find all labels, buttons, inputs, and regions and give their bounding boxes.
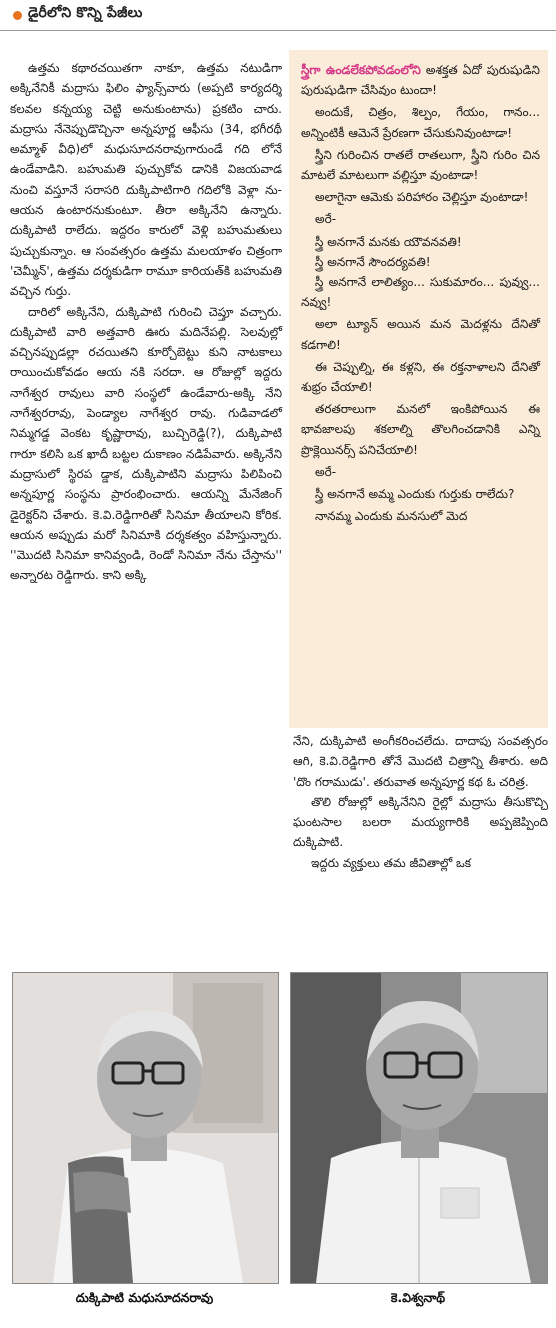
page-header	[0, 0, 556, 40]
right-paragraph-2: తొలి రోజుల్లో అక్కినేనిని రైల్లో మద్రాసు తీసుకొచ్చి ఘంటసాల బలరా మయ్యగారికి అప్పజెప్పింది దుక్కిపాటి.	[293, 794, 548, 850]
caption-right: కె.విశ్వనాథ్	[390, 1290, 446, 1305]
quote-line-4: అలాగైనా ఆమెకు పరిహారం చెల్లిస్తూ వుంటాడా!	[315, 190, 529, 205]
left-paragraph-1: ఉత్తమ కథారచయితగా నాకూ, ఉత్తమ నటుడిగా అక్కినేనికీ మద్రాసు ఫిలిం ఫ్యాన్స్‌వారు (అప్పటి కార్యదర్శి కలవల కన్నయ్య చెట్టి అనుకుంటాను) ప్రకటిం చారు. మద్రాసు నేనెప్పుడొచ్చినా అన్నపూర్ణ ఆఫీసు (34, భగీరథీ అమ్మాళ్ వీధి)లో మధుసూదనరావుగారుండే గది లోనే ఉండేవాడిని. బహుమతి పుచ్చుకోవ డానికి విజయవాడ నుంచి వస్తూనే సరాసరి దుక్కిపాటిగారి గదిలోకి వెళ్లా ను- ఆయన ఉంటారనుకుంటూ. తీరా అక్కినేని ఉన్నారు. దుక్కిపాటి రాలేదు. ఇద్దరం కారులో వెళ్లి బహుమతులు పుచ్చుకున్నాం. ఆ సంవత్సరం ఉత్తమ మలయాళం చిత్రంగా 'చెమ్మీన్', ఉత్తమ దర్శకుడిగా రామూ కారియత్‌కి బహుమతి వచ్చిన గుర్తు.	[10, 61, 282, 299]
quote-lead: స్త్రీగా ఉండలేకపోవడంలోని	[301, 63, 421, 77]
left-column-text	[10, 58, 282, 586]
quote-line-1	[301, 60, 540, 100]
quote-line-2: అందుకే, చిత్రం, శిల్పం, గేయం, గానం... అన్నింటికీ ఆమెనే ప్రేరణగా చేసుకునివుంటాడా!	[301, 105, 540, 140]
photo-viswanath	[290, 972, 548, 1284]
right-column-text	[293, 731, 548, 873]
photo-duggipati	[12, 972, 279, 1284]
quote-line-11: తరతరాలుగా మనలో ఇంకిపోయిన ఈ భావజాలపు శకలాల్ని తొలగించడానికి ఎన్ని ప్రొక్లెయినర్స్ పనిచేయాలి!	[301, 402, 540, 457]
right-paragraph-1: నేని, దుక్కిపాటి అంగీకరించలేదు. దాదాపు సంవత్సరం ఆగి, కె.వి.రెడ్డిగారి తోనే మొదటి చిత్రాన్ని తీశారు. అది 'దొం గరాముడు'. తరువాత అన్నపూర్ణ కథ ఓ చరిత్ర.	[293, 734, 548, 789]
header-divider	[0, 30, 556, 31]
quote-line-5: అరే-	[315, 212, 337, 227]
caption-left: దుక్కిపాటి మధుసూదనరావు	[75, 1290, 214, 1305]
quote-line-6: స్త్రీ అనగానే మనకు యౌవనవతి!	[315, 234, 462, 249]
section-title: డైరీలోని కొన్ని పేజీలు	[28, 5, 143, 21]
right-paragraph-3: ఇద్దరు వ్యక్తులు తమ జీవితాల్లో ఒక	[311, 855, 472, 870]
quote-line-9: అలా ట్యూన్ అయిన మన మెదళ్లను దేనితో కడగాలి!	[301, 317, 540, 352]
quote-line-1-text: అశక్తత ఏదో పురుషుడిని పురుషుడిగా చేసివుం టుందా!	[301, 63, 540, 98]
quote-line-8: స్త్రీ అనగానే లాలిత్యం... సుకుమారం... పువ్వు... నవ్వు!	[301, 275, 540, 310]
quote-line-13: స్త్రీ అనగానే అమ్మ ఎందుకు గుర్తుకు రాలేదు?	[315, 487, 515, 502]
quote-line-3: స్త్రీని గురించిన రాతలే రాతలుగా, స్త్రీని గురిం చిన మాటలే మాటలుగా వల్లిస్తూ వుంటాడా!	[301, 147, 540, 183]
bullet-icon	[13, 11, 22, 20]
quote-line-14: నానమ్మ ఎందుకు మనసులో మెద	[315, 509, 468, 524]
pull-quote-box	[289, 50, 548, 728]
left-paragraph-2: దారిలో అక్కినేని, దుక్కిపాటి గురించి చెప్తూ వచ్చారు. దుక్కిపాటి వారి అత్తవారి ఊరు మదినేపల్లి. సెలవుల్లో వచ్చినప్పుడల్లా రచయితని కూర్చోబెట్టు కుని నాటకాలు రాయించుకోవడం ఆయ నకి సరదా. ఆ రోజుల్లో ఇద్దరు నాగేశ్వర రావులు వారి సంస్థలో ఉండేవారు-అక్కి నేని నాగేశ్వరరావు, పెండ్యాల నాగేశ్వర రావు. గుడివాడలో నిమ్మగడ్డ వెంకట కృష్ణారావు, బుచ్చిరెడ్డి(?), దుక్కిపాటి గారూ కలిసి ఒక ఖాదీ బట్టల దుకాణం నడిపేవారు. అక్కినేని మద్రాసులో స్థిరప డ్డాక, దుక్కిపాటిని మద్రాసు పిలిపించి అన్నపూర్ణ సంస్థను ప్రారంభించారు. ఆయన్ని మేనేజింగ్ డైరెక్టర్‌ని చేశారు. కె.వి.రెడ్డిగారితో సినిమా తీయాలని కోరిక. ఆయన అప్పుడు మరో సినిమాకి దర్శకత్వం వహిస్తున్నారు. ''మొదటి సినిమా కానివ్వండి, రెండో సినిమా నేను చేస్తాను'' అన్నారట రెడ్డిగారు. కాని అక్కి	[10, 304, 282, 583]
quote-line-12: అరే-	[315, 464, 337, 479]
quote-line-7: స్త్రీ అనగానే సౌందర్యవతి!	[315, 254, 431, 269]
quote-line-10: ఈ చెప్పుల్ని, ఈ కళ్లని, ఈ రక్తనాళాలని దేనితో శుభ్రం చేయాలి!	[301, 359, 540, 395]
